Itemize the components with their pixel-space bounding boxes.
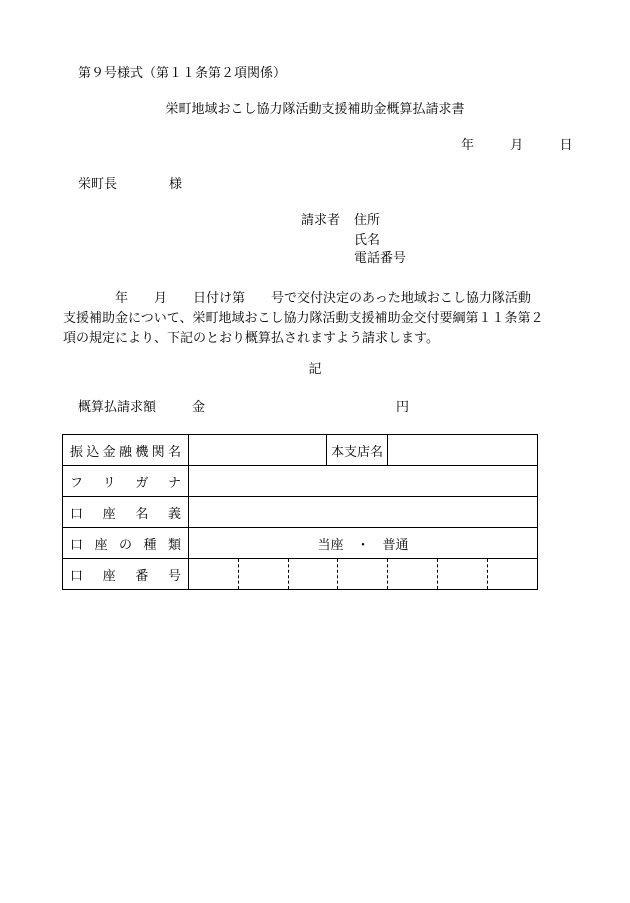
claimant-address-label: 住所: [354, 213, 381, 228]
account-type-label: 口 座 の 種 類: [63, 528, 189, 559]
date-year: 年: [461, 138, 475, 153]
claimant-name-label: 氏名: [354, 233, 381, 248]
claimant-phone-label: 電話番号: [354, 251, 407, 266]
addressee-name: 栄町長: [78, 177, 118, 192]
account-digit-4[interactable]: [338, 559, 388, 590]
account-digit-3[interactable]: [289, 559, 338, 590]
row-account-type: [63, 528, 538, 559]
body-line-3: 項の規定により、下記のとおり概算払されますよう請求します。: [63, 331, 439, 346]
branch-label: 本支店名: [327, 435, 388, 466]
body-line-2: 支援補助金について、栄町地域おこし協力隊活動支援補助金交付要綱第１１条第２: [63, 311, 544, 326]
document-title: 栄町地域おこし協力隊活動支援補助金概算払請求書: [165, 102, 465, 117]
date-day: 日: [559, 138, 573, 153]
claimant-label: 請求者: [301, 213, 341, 228]
date-line: [461, 138, 573, 154]
row-account-holder: [63, 497, 538, 528]
account-digit-6[interactable]: [438, 559, 488, 590]
branch-field[interactable]: [388, 435, 538, 466]
amount-kin: 金: [192, 400, 206, 415]
bank-name-label: 振 込 金 融 機 関 名: [63, 435, 189, 466]
account-digit-5[interactable]: [388, 559, 438, 590]
furigana-label: フ リ ガ ナ: [63, 466, 189, 497]
bank-name-field[interactable]: [189, 435, 327, 466]
account-digit-2[interactable]: [239, 559, 289, 590]
row-bank-name: [63, 435, 538, 466]
addressee: [78, 177, 182, 193]
account-digit-1[interactable]: [189, 559, 239, 590]
account-digit-7[interactable]: [488, 559, 538, 590]
amount-label: 概算払請求額: [78, 400, 157, 415]
account-holder-label: 口 座 名 義: [63, 497, 189, 528]
body-line-1: 年 月 日付け第 号で交付決定のあった地域おこし協力隊活動: [63, 291, 531, 306]
account-number-label: 口 座 番 号: [63, 559, 189, 590]
row-furigana: [63, 466, 538, 497]
request-body: [63, 289, 575, 349]
date-month: 月: [510, 138, 524, 153]
bank-account-table: [62, 434, 538, 590]
account-holder-field[interactable]: [189, 497, 538, 528]
account-type-options[interactable]: 当座 ・ 普通: [189, 528, 538, 559]
furigana-field[interactable]: [189, 466, 538, 497]
ki-heading: 記: [308, 362, 322, 377]
addressee-honorific: 様: [169, 177, 183, 192]
form-number: 第９号様式（第１１条第２項関係）: [78, 66, 287, 81]
amount-line: [78, 400, 410, 416]
amount-yen: 円: [396, 400, 410, 415]
row-account-number: [63, 559, 538, 590]
